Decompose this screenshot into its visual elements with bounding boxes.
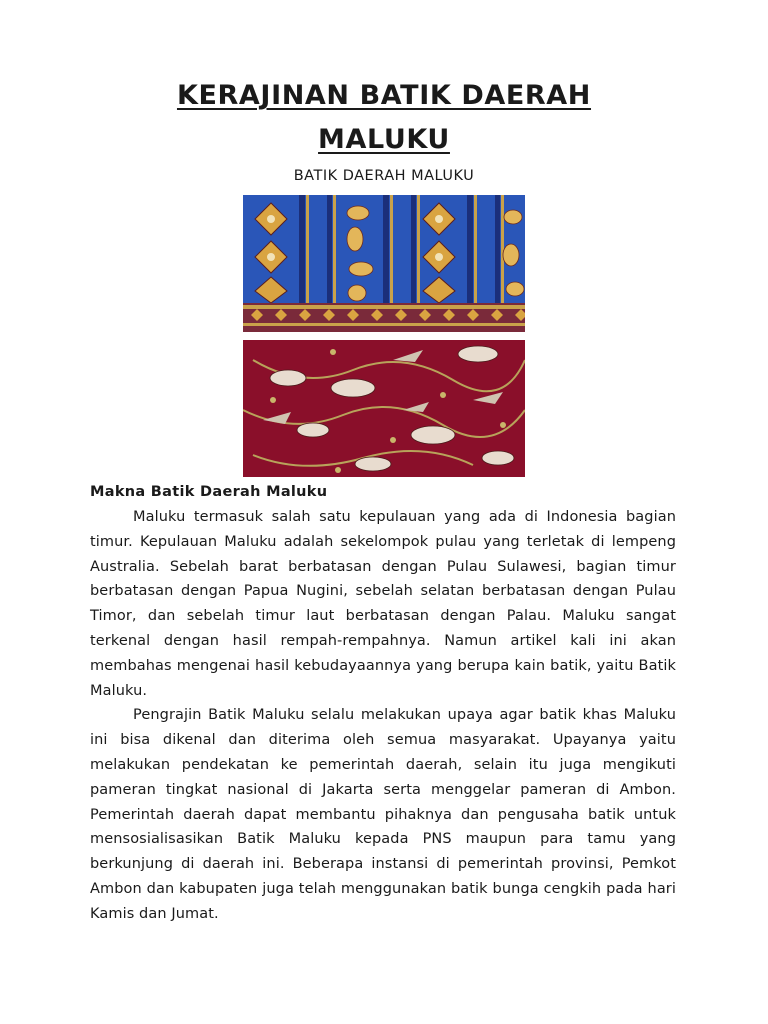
document-title-line-2: MALUKU — [318, 124, 450, 155]
section-heading: Makna Batik Daerah Maluku — [90, 484, 328, 500]
body-text — [90, 505, 676, 927]
paragraph-2: Pengrajin Batik Maluku selalu melakukan upaya agar batik khas Maluku ini bisa dikenal dan diterima oleh semua masyarakat. Upayanya yaitu melakukan pendekatan ke pemerintah daerah, selain itu juga mengikuti pameran tingkat nasional di Jakarta serta menggelar pameran di Ambon. Pemerintah daerah dapat membantu pihaknya dan pengusaha batik untuk mensosialisasikan Batik Maluku kepada PNS maupun para tamu yang berkunjung di daerah ini. Beberapa instansi di pemerintah provinsi, Pemkot Ambon dan kabupaten juga telah menggunakan batik bunga cengkih pada hari Kamis dan Jumat. — [90, 707, 676, 922]
image-caption: BATIK DAERAH MALUKU — [293, 168, 475, 184]
paragraph-1: Maluku termasuk salah satu kepulauan yang ada di Indonesia bagian timur. Kepulauan Maluku adalah sekelompok pulau yang terletak di lempeng Australia. Sebelah barat berbatasan dengan Pulau Sulawesi, bagian timur berbatasan dengan Papua Nugini, sebelah selatan berbatasan dengan Pulau Timor, dan sebelah timur laut berbatasan dengan Palau. Maluku sangat terkenal dengan hasil rempah-rempahnya. Namun artikel kali ini akan membahas mengenai hasil kebudayaannya yang berupa kain batik, yaitu Batik Maluku. — [90, 509, 676, 699]
red-batik-photo — [243, 340, 525, 477]
blue-batik-photo — [243, 195, 525, 332]
document-title-line-1: KERAJINAN BATIK DAERAH — [176, 80, 592, 111]
